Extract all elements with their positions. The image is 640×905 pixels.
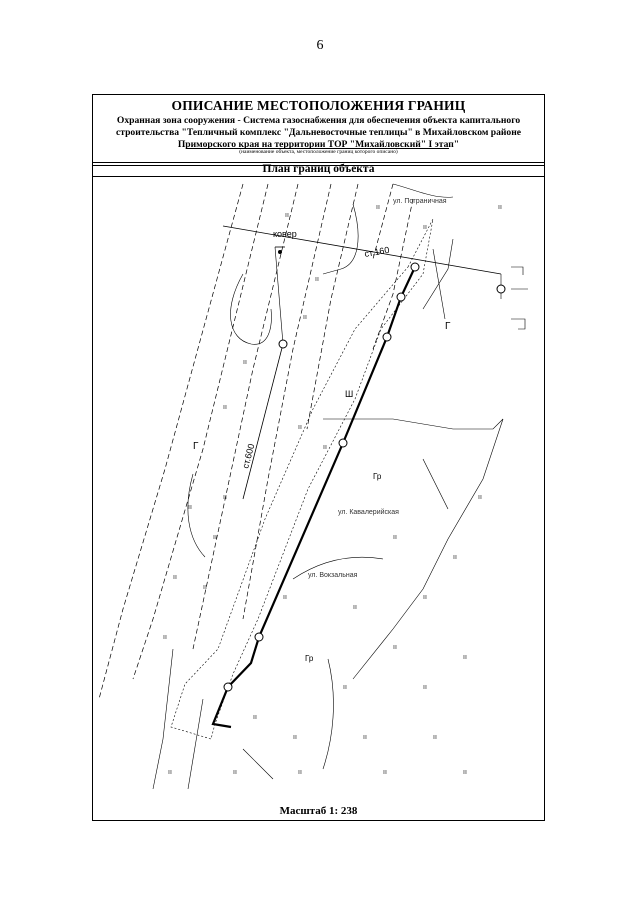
grass-mark: ıı [478,494,482,501]
kover-label: ковер [273,229,297,239]
utility-letter-1: Г [193,441,199,452]
grass-mark: ıı [393,644,397,651]
description-caption: (наименование объекта, местоположение границ которого описано) [239,149,398,155]
vertex-7 [497,285,505,293]
grass-mark: ıı [393,534,397,541]
parcel-edge-7 [188,699,203,789]
vertex-8 [279,340,287,348]
grass-mark: ıı [323,444,327,451]
grass-mark: ıı [315,276,319,283]
st160-label: ст.160 [363,244,391,259]
parcel-edge-6 [153,649,173,789]
contour-4 [393,184,453,197]
map-scale: Масштаб 1: 238 [279,805,358,817]
grass-mark: ıı [223,404,227,411]
boundary-plan-map [93,179,543,801]
utility-letter-3: Ш [345,389,354,399]
vertex-1 [411,263,419,271]
utility-letter-2: Г [445,321,451,332]
grass-mark: ıı [363,734,367,741]
grass-mark: ıı [223,494,227,501]
grass-mark: ıı [453,554,457,561]
grass-mark: ıı [433,734,437,741]
street-line-3 [193,184,298,649]
grass-mark: ıı [376,204,380,211]
page-number: 6 [316,38,324,53]
document-frame [92,94,545,821]
parcel-edge-1 [353,419,503,679]
vertex-5 [255,633,263,641]
parcel-edge-8 [243,749,273,779]
vertex-4 [339,439,347,447]
street-line-2 [133,184,268,679]
grass-mark: ıı [188,504,192,511]
grass-mark: ıı [213,534,217,541]
grass-mark: ıı [293,734,297,741]
grass-mark: ıı [298,424,302,431]
street-line-1 [99,184,243,699]
object-description [97,115,540,151]
grass-mark: ıı [233,769,237,776]
cross-utility-line [223,226,501,274]
street-line-4 [243,184,331,619]
contour-1 [231,274,272,344]
section-title: План границ объекта [262,163,375,175]
grass-mark: ıı [243,359,247,366]
grass-mark: ıı [283,594,287,601]
branch-line [243,344,283,499]
grass-mark: ıı [463,654,467,661]
grass-mark: ıı [383,769,387,776]
grass-mark: ıı [168,769,172,776]
parcel-edge-5 [423,459,448,509]
protection-zone-polygon [171,219,433,739]
grass-mark: ıı [303,314,307,321]
contour-2 [188,474,205,557]
vertex-6 [224,683,232,691]
vertex-2 [397,293,405,301]
grass-mark: ıı [463,769,467,776]
description-line-3: Приморского края на территории ТОР "Михайловский" I этап" [177,139,460,150]
document-title: ОПИСАНИЕ МЕСТОПОЛОЖЕНИЯ ГРАНИЦ [171,98,466,113]
kover-marker [278,250,282,254]
grass-marks [163,204,502,776]
parcel-edge-10 [433,249,445,319]
header-block [93,95,544,163]
grass-mark: ıı [173,574,177,581]
road-name-3: ул. Вокзальная [308,572,358,579]
parcel-edge-4 [323,659,333,769]
road-name-1: ул. Пограничная [393,198,447,205]
grass-mark: ıı [423,684,427,691]
road-name-2: ул. Кавалерийская [338,509,399,516]
grass-mark: ıı [298,769,302,776]
parcel-outlines [153,184,503,789]
grass-mark: ıı [423,594,427,601]
map-drawing [93,179,543,801]
gr-label-1: Гр [373,472,382,481]
grass-mark: ıı [498,204,502,211]
grass-mark: ıı [423,224,427,231]
right-edge-fixtures [511,267,528,329]
description-line-1: Охранная зона сооружения - Система газоснабжения для обеспечения объекта капитального [116,115,521,126]
st600-label: ст.600 [240,442,257,470]
grass-mark: ıı [343,684,347,691]
description-line-2: строительства "Тепличный комплекс "Дальневосточные теплицы" в Михайловском районе [115,127,522,138]
branch-line-top [275,247,283,344]
vertex-3 [383,333,391,341]
street-line-7 [373,199,413,349]
gr-label-2: Гр [305,654,314,663]
grass-mark: ıı [203,584,207,591]
grass-mark: ıı [163,634,167,641]
grass-mark: ıı [285,212,289,219]
grass-mark: ıı [253,714,257,721]
grass-mark: ıı [353,604,357,611]
street-lines [99,184,413,699]
contour-3 [323,204,358,274]
pipeline-vertices [224,263,505,691]
